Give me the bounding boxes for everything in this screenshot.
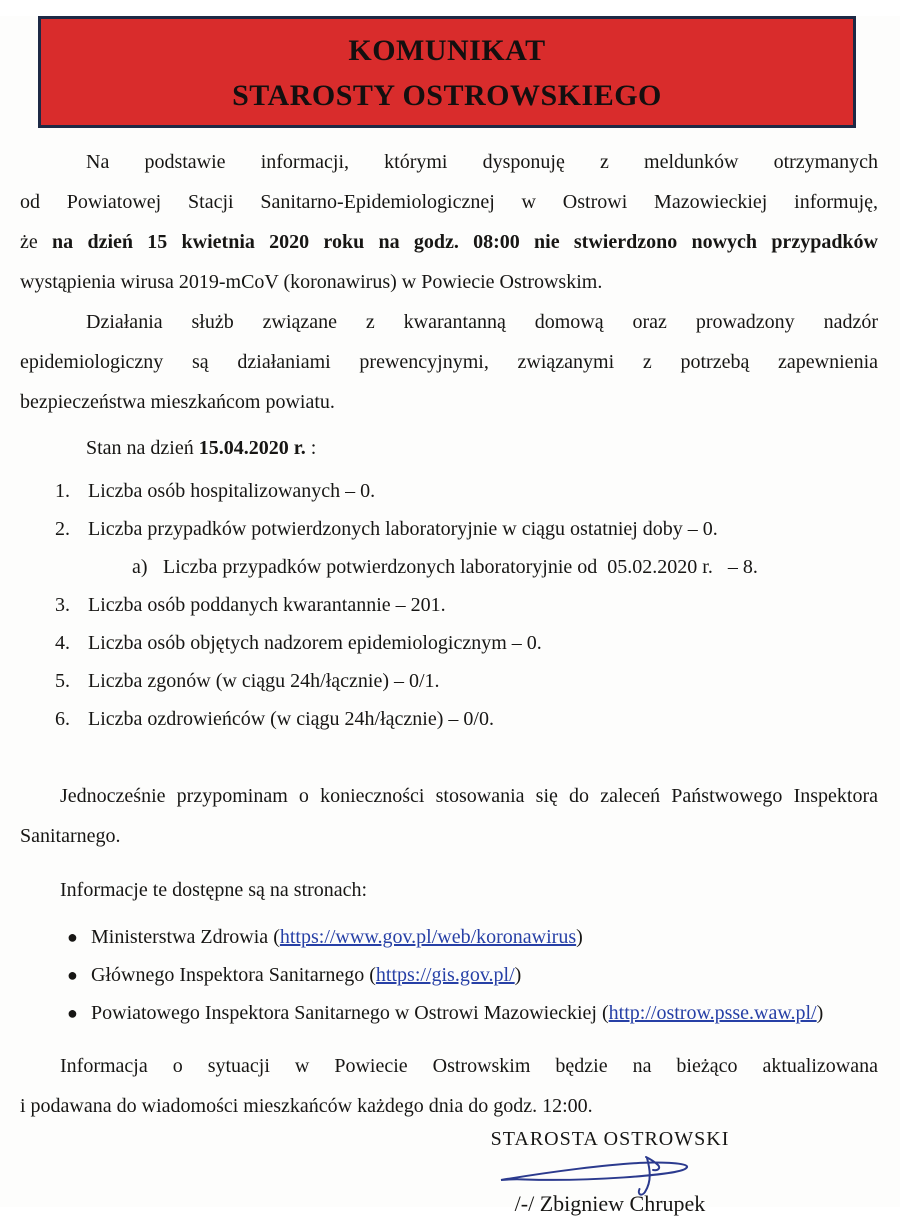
source-prefix: Powiatowego Inspektora Sanitarnego w Ostrowi Mazowieckiej ( [91,1002,609,1024]
status-list-text: Liczba przypadków potwierdzonych laboratoryjnie w ciągu ostatniej doby – 0. [88,518,718,540]
actions-line-2: epidemiologiczny są działaniami prewencyjnymi, związanymi z potrzebą zapewnienia [20,351,878,373]
source-link-gis[interactable]: https://gis.gov.pl/ [375,964,515,986]
status-date-suffix: : [305,437,317,459]
bullet-icon: ● [67,965,78,985]
intro-line-3 [20,222,878,262]
status-date-prefix: Stan na dzień [86,437,194,459]
list-marker: 5. [55,670,70,692]
status-list-item-2a [20,548,878,586]
closing-line-2: i podawana do wiadomości mieszkańców każdego dnia do godz. 12:00. [20,1095,593,1117]
document-banner [38,16,856,128]
source-item-psse [20,994,878,1032]
source-prefix: Głównego Inspektora Sanitarnego ( [91,964,376,986]
status-list-text: Liczba osób poddanych kwarantannie – 201. [88,594,446,616]
source-item-mz [20,918,878,956]
intro-line-2: od Powiatowej Stacji Sanitarno-Epidemiologicznej w Ostrowi Mazowieckiej informuję, [20,191,878,213]
list-marker: 1. [55,480,70,502]
status-list-text: Liczba przypadków potwierdzonych laboratoryjnie od 05.02.2020 r. – 8. [163,556,758,578]
signature-title: STAROSTA OSTROWSKI [490,1128,730,1150]
intro-line-3-bold: na dzień 15 kwietnia 2020 roku na godz. 08:00 nie stwierdzono nowych przypadków [52,231,879,253]
intro-line-4: wystąpienia wirusa 2019-mCoV (koronawirus) w Powiecie Ostrowskim. [20,271,603,293]
status-date-bold: 15.04.2020 r. [198,437,306,459]
status-list [20,472,878,738]
paragraph-intro [20,142,878,302]
intro-line-1: Na podstawie informacji, którymi dysponuję z meldunków otrzymanych [86,151,878,173]
reminder-line-2: Sanitarnego. [20,825,121,847]
list-marker: 6. [55,708,70,730]
status-list-item-5 [20,662,878,700]
list-marker: a) [132,556,148,578]
signature-name: /-/ Zbigniew Chrupek [514,1191,706,1216]
status-list-item-4 [20,624,878,662]
actions-line-1: Działania służb związane z kwarantanną domową oraz prowadzony nadzór [86,311,878,333]
status-list-text: Liczba ozdrowieńców (w ciągu 24h/łącznie) – 0/0. [88,708,494,730]
sources-heading: Informacje te dostępne są na stronach: [60,879,368,901]
source-suffix: ) [576,926,583,948]
paragraph-closing [20,1046,878,1126]
intro-line-3-prefix: że [20,231,38,253]
source-text [91,918,583,956]
closing-line-1: Informacja o sytuacji w Powiecie Ostrowskim będzie na bieżąco aktualizowana [60,1055,878,1077]
paragraph-reminder [20,776,878,856]
status-list-item-2 [20,510,878,548]
status-list-text: Liczba osób objętych nadzorem epidemiologicznym – 0. [88,632,542,654]
status-list-text: Liczba zgonów (w ciągu 24h/łącznie) – 0/1. [88,670,440,692]
source-item-gis [20,956,878,994]
source-link-psse[interactable]: http://ostrow.psse.waw.pl/ [608,1002,817,1024]
signature-block [470,1126,750,1218]
status-date-heading [20,428,878,468]
banner-title-line1: KOMUNIKAT [348,34,546,67]
scanned-document-page [0,16,900,1216]
status-list-text: Liczba osób hospitalizowanych – 0. [88,480,376,502]
source-suffix: ) [514,964,522,986]
source-link-gov-koronawirus[interactable]: https://www.gov.pl/web/koronawirus [279,926,577,948]
document-body [20,142,878,1218]
source-text [91,994,823,1032]
list-marker: 2. [55,518,70,540]
status-list-item-3 [20,586,878,624]
actions-line-3: bezpieczeństwa mieszkańcom powiatu. [20,391,335,413]
reminder-line-1: Jednocześnie przypominam o konieczności stosowania się do zaleceń Państwowego Inspektora [60,785,878,807]
paragraph-actions [20,302,878,422]
status-list-item-1 [20,472,878,510]
source-suffix: ) [816,1002,824,1024]
list-marker: 3. [55,594,70,616]
list-marker: 4. [55,632,70,654]
bullet-icon: ● [67,927,78,947]
source-text [91,956,521,994]
sources-list [20,918,878,1032]
bullet-icon: ● [67,1003,78,1023]
source-prefix: Ministerstwa Zdrowia ( [91,926,280,948]
banner-title-line2: STAROSTY OSTROWSKIEGO [232,79,662,112]
status-list-item-6 [20,700,878,738]
